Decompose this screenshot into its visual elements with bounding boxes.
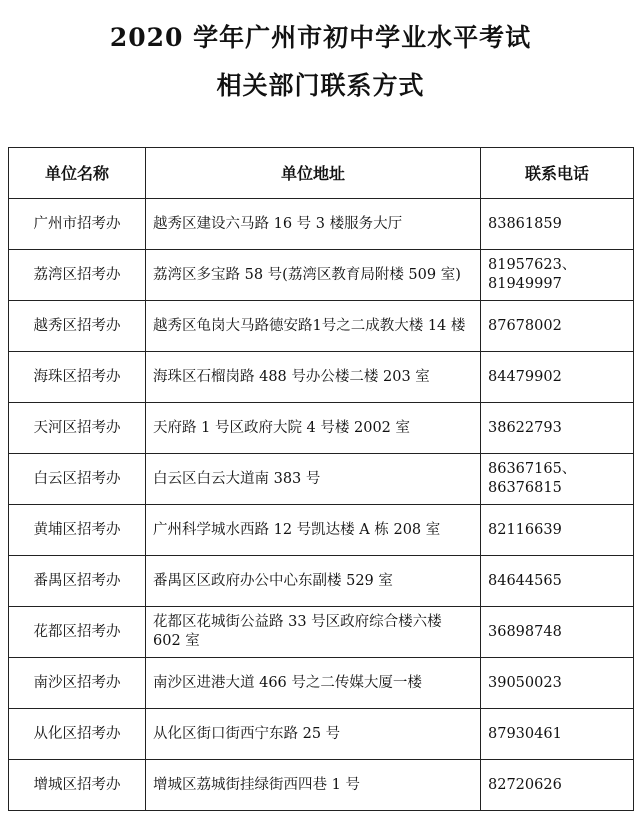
unit-phone	[481, 658, 634, 709]
phone-number: 84644565	[488, 572, 562, 589]
unit-address: 荔湾区多宝路 58 号(荔湾区教育局附楼 509 室)	[146, 250, 481, 301]
unit-address: 广州科学城水西路 12 号凯达楼 A 栋 208 室	[146, 505, 481, 556]
unit-name: 越秀区招考办	[9, 301, 146, 352]
unit-address: 从化区街口街西宁东路 25 号	[146, 709, 481, 760]
table-row	[9, 403, 634, 454]
unit-phone	[481, 301, 634, 352]
unit-address: 天府路 1 号区政府大院 4 号楼 2002 室	[146, 403, 481, 454]
unit-phone	[481, 454, 634, 505]
phone-number: 86367165、	[488, 461, 577, 477]
unit-phone	[481, 352, 634, 403]
unit-address: 越秀区龟岗大马路德安路1号之二成教大楼 14 楼	[146, 301, 481, 352]
header-unit-name: 单位名称	[9, 148, 146, 199]
unit-address: 增城区荔城街挂绿街西四巷 1 号	[146, 760, 481, 811]
table-row	[9, 658, 634, 709]
unit-address: 花都区花城街公益路 33 号区政府综合楼六楼 602 室	[146, 607, 481, 658]
table-row	[9, 250, 634, 301]
phone-number: 87678002	[488, 317, 562, 334]
phone-number: 86376815	[488, 480, 562, 496]
phone-number: 38622793	[488, 419, 562, 436]
table-row	[9, 505, 634, 556]
page-title-line-1: 2020 学年广州市初中学业水平考试	[109, 23, 532, 52]
table-row	[9, 454, 634, 505]
unit-name: 番禺区招考办	[9, 556, 146, 607]
table-row	[9, 607, 634, 658]
unit-phone	[481, 607, 634, 658]
unit-address: 海珠区石榴岗路 488 号办公楼二楼 203 室	[146, 352, 481, 403]
unit-address: 南沙区进港大道 466 号之二传媒大厦一楼	[146, 658, 481, 709]
table-row	[9, 556, 634, 607]
table-row	[9, 709, 634, 760]
unit-phone	[481, 760, 634, 811]
page-title-line-2: 相关部门联系方式	[216, 71, 425, 100]
table-row	[9, 301, 634, 352]
header-unit-address: 单位地址	[146, 148, 481, 199]
unit-name: 黄埔区招考办	[9, 505, 146, 556]
table-row	[9, 199, 634, 250]
unit-name: 花都区招考办	[9, 607, 146, 658]
unit-name: 从化区招考办	[9, 709, 146, 760]
table-row	[9, 352, 634, 403]
unit-phone	[481, 199, 634, 250]
contact-table	[8, 147, 634, 811]
phone-number: 82116639	[488, 521, 562, 538]
unit-phone	[481, 556, 634, 607]
unit-address: 越秀区建设六马路 16 号 3 楼服务大厅	[146, 199, 481, 250]
unit-address: 白云区白云大道南 383 号	[146, 454, 481, 505]
unit-name: 荔湾区招考办	[9, 250, 146, 301]
unit-name: 南沙区招考办	[9, 658, 146, 709]
unit-phone	[481, 709, 634, 760]
phone-number: 81957623、	[488, 257, 577, 273]
phone-number: 84479902	[488, 368, 562, 385]
phone-number: 39050023	[488, 674, 562, 691]
unit-name: 广州市招考办	[9, 199, 146, 250]
unit-name: 增城区招考办	[9, 760, 146, 811]
phone-number: 36898748	[488, 623, 562, 640]
unit-name: 天河区招考办	[9, 403, 146, 454]
header-phone: 联系电话	[481, 148, 634, 199]
unit-address: 番禺区区政府办公中心东副楼 529 室	[146, 556, 481, 607]
phone-number: 87930461	[488, 725, 562, 742]
unit-phone	[481, 505, 634, 556]
phone-number: 83861859	[488, 215, 562, 232]
unit-name: 白云区招考办	[9, 454, 146, 505]
unit-phone	[481, 403, 634, 454]
unit-name: 海珠区招考办	[9, 352, 146, 403]
table-header-row	[9, 148, 634, 199]
table-row	[9, 760, 634, 811]
phone-number: 81949997	[488, 276, 562, 292]
unit-phone	[481, 250, 634, 301]
phone-number: 82720626	[488, 776, 562, 793]
